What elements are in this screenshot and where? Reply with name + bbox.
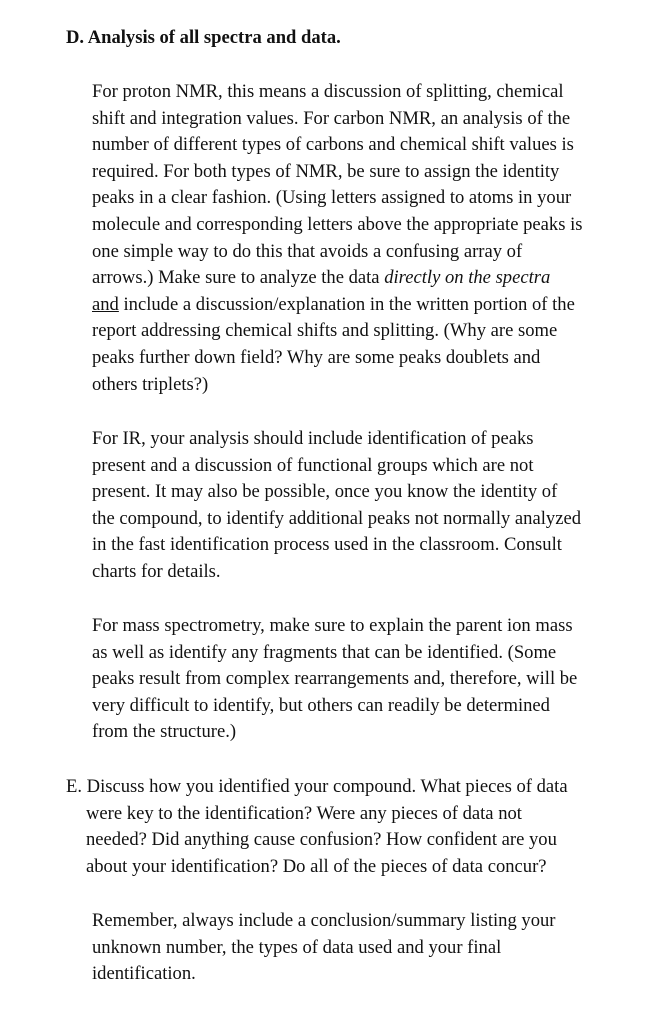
nmr-line [92,265,632,292]
section-e-first-text: Discuss how you identified your compound. What pieces of data [86,776,568,797]
ir-line: in the fast identification process used in the classroom. Consult [92,534,562,556]
emphasis-directly-on-spectra: directly on the spectra [384,267,551,289]
section-e-line: about your identification? Do all of the pieces of data concur? [86,855,547,877]
nmr-line: one simple way to do this that avoids a confusing array of [92,240,523,262]
ir-line: charts for details. [92,560,221,582]
nmr-paragraph [92,79,632,398]
section-e-first-line [66,774,568,801]
nmr-line: For proton NMR, this means a discussion of splitting, chemical [92,81,564,102]
mass-spec-line: from the structure.) [92,721,237,743]
nmr-line: peaks in a clear fashion. (Using letters assigned to atoms in your [92,187,572,209]
ir-line: the compound, to identify additional peaks not normally analyzed [92,507,581,529]
reminder-line: identification. [92,963,196,985]
section-d-heading: D. Analysis of all spectra and data. [66,27,341,48]
underlined-and: and [92,293,119,315]
nmr-line8-text: arrows.) Make sure to analyze the data [92,267,385,289]
nmr-line: molecule and corresponding letters above the appropriate peaks is [92,213,583,235]
nmr-line [92,292,632,319]
reminder-line: unknown number, the types of data used and your final [92,936,502,958]
nmr-line: peaks further down field? Why are some peaks doublets and [92,346,541,368]
ir-line: present and a discussion of functional groups which are not [92,454,534,476]
reminder-line: Remember, always include a conclusion/summary listing your [92,910,556,931]
ir-paragraph [92,426,632,586]
nmr-line: report addressing chemical shifts and splitting. (Why are some [92,320,558,342]
nmr-line: required. For both types of NMR, be sure to assign the identity [92,160,560,182]
ir-line: For IR, your analysis should include identification of peaks [92,428,534,449]
nmr-line9-text: include a discussion/explanation in the written portion of the [118,293,575,315]
section-e-paragraph [86,801,626,881]
mass-spec-line: For mass spectrometry, make sure to explain the parent ion mass [92,615,573,636]
mass-spec-line: very difficult to identify, but others can readily be determined [92,694,550,716]
nmr-line: number of different types of carbons and chemical shift values is [92,134,574,156]
mass-spec-paragraph [92,613,632,746]
section-e-line: needed? Did anything cause confusion? How confident are you [86,829,557,851]
section-e-line: were key to the identification? Were any pieces of data not [86,802,522,824]
nmr-line: others triplets?) [92,373,209,395]
mass-spec-line: peaks result from complex rearrangements and, therefore, will be [92,668,578,690]
ir-line: present. It may also be possible, once you know the identity of [92,481,558,503]
reminder-paragraph [92,908,632,988]
mass-spec-line: as well as identify any fragments that can be identified. (Some [92,641,557,663]
section-e-label: E. [66,776,83,797]
nmr-line: shift and integration values. For carbon NMR, an analysis of the [92,107,571,129]
